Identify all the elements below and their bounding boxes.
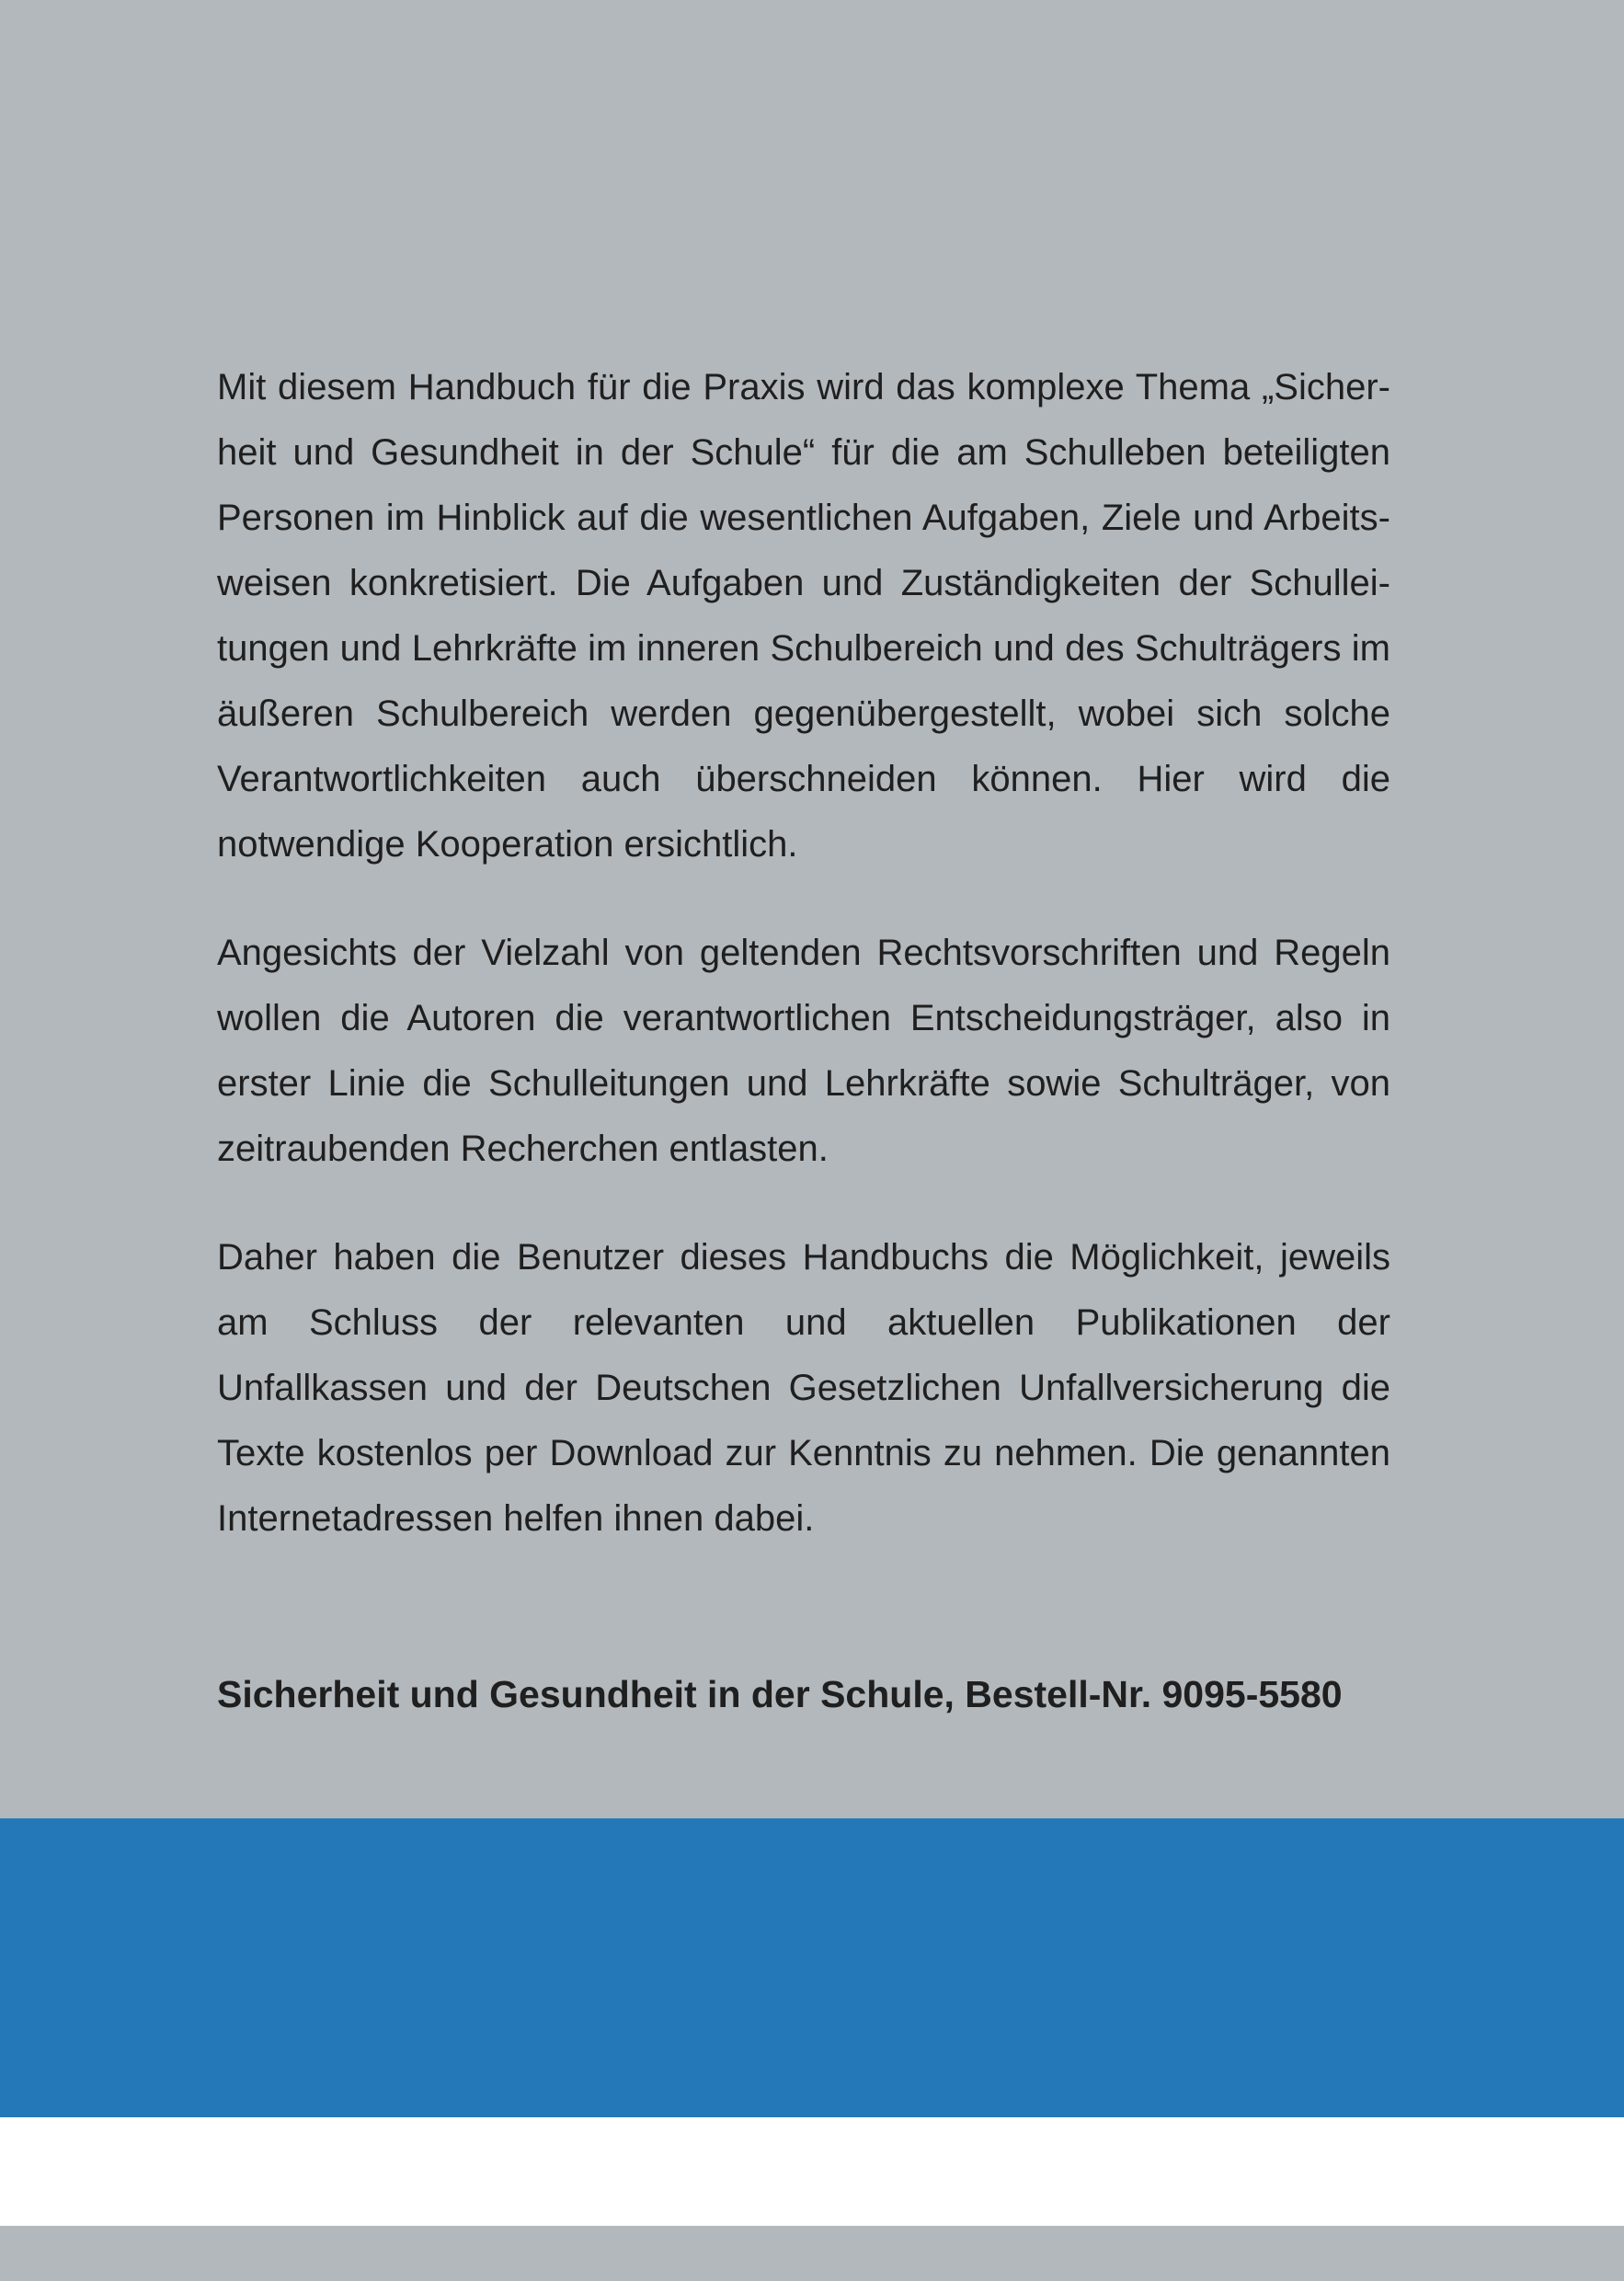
bottom-grey-strip [0, 2226, 1624, 2281]
description-paragraph: Daher haben die Benutzer dieses Handbuchs die Möglichkeit, jeweils am Schluss der relevanten und aktuellen Publikationen der Unfallkassen und der Deutschen Gesetzlichen Unfallversicherung die Texte kostenlos per Download zur Kenntnis zu nehmen. Die genannten Internetadressen helfen ihnen dabei. [217, 1237, 1390, 1539]
blue-band [0, 1818, 1624, 2117]
white-divider-strip [0, 2117, 1624, 2226]
order-number-line: Sicherheit und Gesundheit in der Schule, Bestell-Nr. 9095-5580 [217, 1673, 1343, 1715]
description-paragraph: Mit diesem Handbuch für die Praxis wird das komplexe Thema „Sicherheit und Gesundheit in der Schule“ für die am Schulleben beteiligten Personen im Hinblick auf die wesentlichen Aufgaben, Ziele und Arbeitsweisen konkretisiert. Die Aufgaben und Zuständigkeiten der Schulleitungen und Lehrkräfte im inneren Schulbereich und des Schulträgers im äußeren Schulbereich werden gegenübergestellt, wobei sich solche Verantwortlichkeiten auch überschneiden können. Hier wird die notwendige Kooperation ersichtlich. [217, 367, 1390, 865]
description-paragraph: Angesichts der Vielzahl von geltenden Rechtsvorschriften und Regeln wollen die Autoren die verantwortlichen Entscheidungsträger, also in erster Linie die Schulleitungen und Lehrkräfte sowie Schulträger, von zeitraubenden Recherchen entlasten. [217, 933, 1390, 1169]
description-text [217, 355, 1390, 1595]
